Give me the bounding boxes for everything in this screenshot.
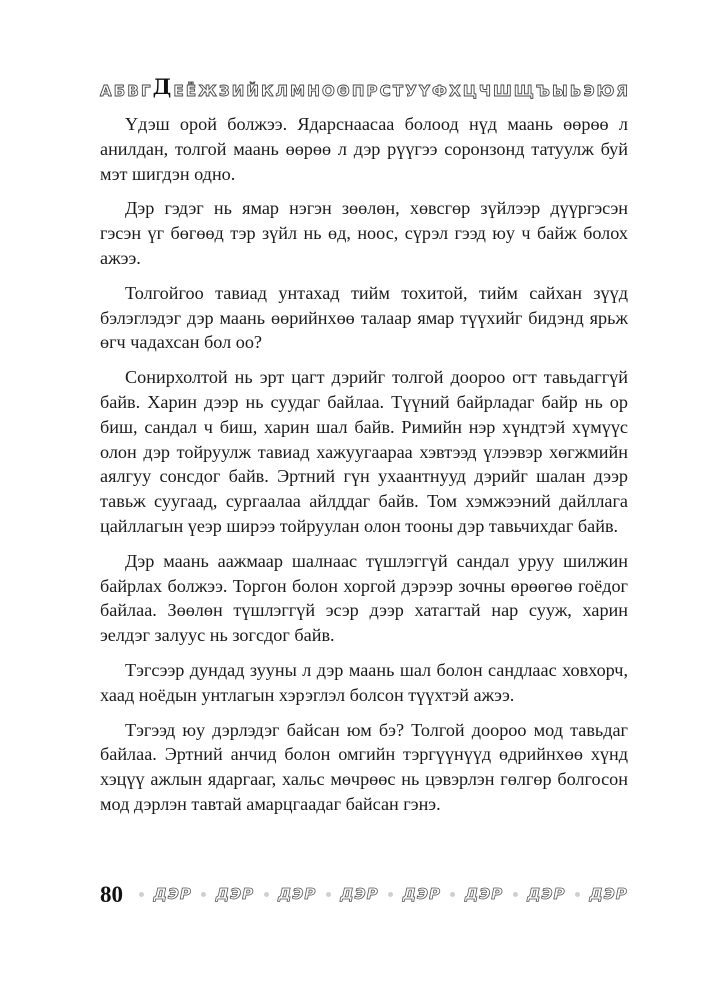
separator-dot [388,892,393,897]
running-title-word: ДЭР [527,885,566,903]
separator-dot [450,892,455,897]
alphabet-letter: З [218,82,230,100]
alphabet-letter: Ж [198,82,217,100]
alphabet-letter: Й [246,82,259,100]
alphabet-letter: Н [307,82,320,100]
separator-dot [326,892,331,897]
alphabet-letter: П [351,82,365,100]
alphabet-letter: К [261,82,274,100]
alphabet-letter-highlighted: Д [152,74,172,99]
alphabet-letter: В [127,82,139,100]
paragraph: Сонирхолтой нь эрт цагт дэрийг толгой доороо огт тавьдаггүй байв. Харин дээр нь суудаг байлаа. Түүний байрладаг байр нь ор биш, сандал ч биш, харин шал байв. Римийн нэр хүндтэй хүмүүс олон дэр тойруулж тавиад хажуугаараа хэвтээд үлээвэр хөгжмийн аялгуу сонсдог байв. Эртний гүн ухаантнууд дэрийг шалан дээр тавьж суугаад, сургаалаа айлддаг байв. Том хэмжээний дайллага цайллагын үеэр ширээ тойруулан олон тооны дэр тавьчихдаг байв. [100,367,628,536]
running-title-word: ДЭР [215,885,255,903]
alphabet-letter: С [379,82,391,100]
alphabet-letter: Ц [462,82,477,100]
running-title-word: ДЭР [464,885,504,903]
alphabet-letter: Ч [478,82,492,100]
alphabet-letter: Ы [552,82,568,100]
running-title [139,887,628,902]
alphabet-letter: Ё [185,82,197,100]
alphabet-letter: Ъ [535,82,550,100]
alphabet-letter: И [231,82,245,100]
separator-dot [139,892,144,897]
alphabet-header [100,75,628,99]
alphabet-letter: Ө [336,82,350,100]
alphabet-letter: У [405,82,417,100]
running-title-word: ДЭР [340,885,379,903]
separator-dot [513,892,518,897]
paragraph: Үдэш орой болжээ. Ядарснаасаа болоод нүд маань өөрөө л анилдан, толгой маань өөрөө л дэр рүүгээ соронзонд татуулж буй мэт шигдэн одно. [100,114,628,184]
alphabet-letter: Л [275,82,289,100]
page-body [100,112,628,827]
running-title-word: ДЭР [278,885,317,903]
alphabet-letter: Ш [493,82,512,100]
paragraph: Тэгсээр дундад зууны л дэр маань шал болон сандлаас ховхорч, хаад ноёдын унтлагын хэрэглэл болсон түүхтэй ажээ. [100,659,628,705]
paragraph: Тэгээд юу дэрлэдэг байсан юм бэ? Толгой доороо мод тавьдаг байлаа. Эртний анчид болон омгийн тэргүүнүүд өдрийнхөө хүнд хэцүү ажлын ядаргааг, хальс мөчрөөс нь цэвэрлэн гөлгөр болгосон мод дэрлэн тавтай амарцгаадаг байсан гэнэ. [100,719,628,814]
alphabet-letter: Ф [432,82,447,100]
running-title-word: ДЭР [402,885,441,903]
alphabet-letter: Т [392,82,404,100]
alphabet-letter: Б [113,82,126,100]
alphabet-letter: М [290,82,306,100]
alphabet-letter: Щ [513,82,534,100]
alphabet-letter: Я [616,82,628,100]
alphabet-letter: О [321,82,335,100]
alphabet-letter: А [100,82,112,100]
separator-dot [201,892,206,897]
page-footer [100,883,628,906]
alphabet-letter: Х [449,82,461,100]
paragraph: Дэр гэдэг нь ямар нэгэн зөөлөн, хөвсгөр зүйлээр дүүргэсэн гэсэн үг бөгөөд тэр зүйл нь өд, ноос, сүрэл гээд юу ч байж болох ажээ. [100,198,628,268]
alphabet-letter: Г [140,82,151,100]
alphabet-letter: Ю [596,82,615,100]
alphabet-letter: Р [366,82,378,100]
running-title-word: ДЭР [153,885,192,903]
alphabet-letter: Ү [419,82,430,100]
paragraph: Дэр маань аажмаар шалнаас түшлэггүй сандал уруу шилжин байрлах болжээ. Торгон болон хоргой дэрээр зочны өрөөгөө гоёдог байлаа. Зөөлөн түшлэггүй эсэр дээр хатагтай нар сууж, харин эелдэг залуус нь зогсдог байв. [100,550,628,646]
alphabet-letter: Е [173,82,184,100]
separator-dot [264,892,269,897]
alphabet-letter: Э [583,82,595,100]
separator-dot [575,892,580,897]
page-number: 80 [100,882,123,907]
paragraph: Толгойгоо тавиад унтахад тийм тохитой, тийм сайхан зүүд бэлэглэдэг дэр маань өөрийнхөө талаар ямар түүхийг бидэнд ярьж өгч чадахсан бол оо? [100,282,628,353]
alphabet-letter: Ь [569,82,582,100]
running-title-word: ДЭР [589,885,628,903]
